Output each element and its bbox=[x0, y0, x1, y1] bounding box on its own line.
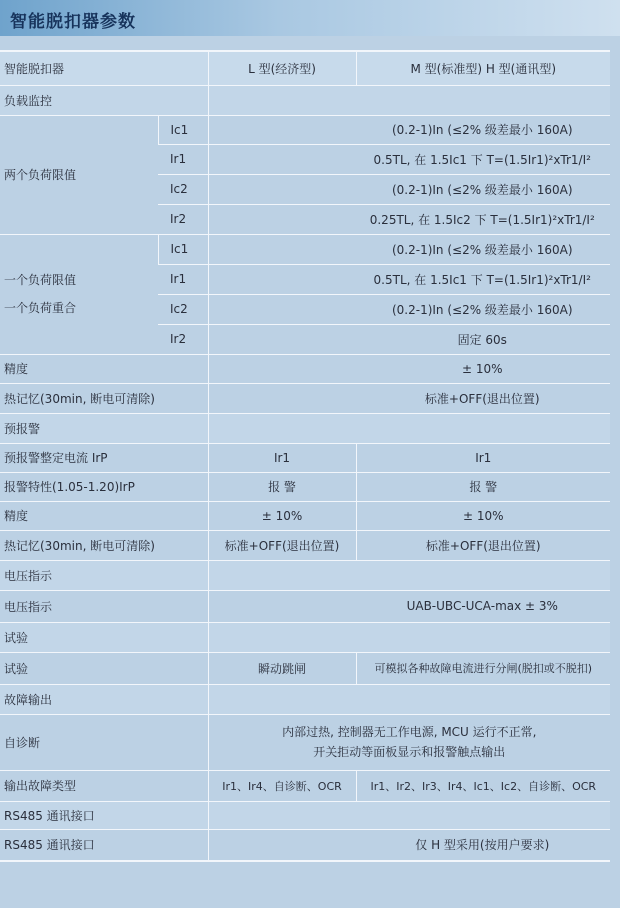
param-value: (0.2-1)In (≤2% 级差最小 160A) bbox=[208, 234, 610, 264]
two-limits-label: 两个负荷限值 bbox=[0, 115, 158, 234]
table-row bbox=[0, 652, 610, 684]
section-row bbox=[0, 622, 610, 652]
params-table bbox=[0, 50, 610, 862]
param-value: (0.2-1)In (≤2% 级差最小 160A) bbox=[208, 294, 610, 324]
header-col2: L 型(经济型) bbox=[208, 51, 356, 85]
row-label: 报警特性(1.05-1.20)IrP bbox=[0, 472, 208, 501]
fault-type-l: Ir1、Ir4、自诊断、OCR bbox=[208, 770, 356, 801]
table-row bbox=[0, 714, 610, 770]
page-title: 智能脱扣器参数 bbox=[10, 12, 136, 32]
param-value: 0.25TL, 在 1.5Ic2 下 T=(1.5Ir1)²xTr1/I² bbox=[208, 204, 610, 234]
table-row bbox=[0, 383, 610, 413]
header-col1: 智能脱扣器 bbox=[0, 51, 208, 85]
title-bar bbox=[0, 0, 620, 36]
section-fault-output: 故障输出 bbox=[0, 684, 208, 714]
row-label: 精度 bbox=[0, 501, 208, 530]
table-row bbox=[0, 115, 610, 144]
table-row bbox=[0, 590, 610, 622]
test-l-value: 瞬动跳闸 bbox=[208, 652, 356, 684]
header-row bbox=[0, 51, 610, 85]
precision-label: 精度 bbox=[0, 354, 208, 383]
test-mh-value: 可模拟各种故障电流进行分闸(脱扣或不脱扣) bbox=[356, 652, 610, 684]
table-row bbox=[0, 472, 610, 501]
param-value: (0.2-1)In (≤2% 级差最小 160A) bbox=[208, 174, 610, 204]
header-col3: M 型(标准型) H 型(通讯型) bbox=[356, 51, 610, 85]
param-key: Ir2 bbox=[158, 324, 208, 354]
one-limit-label: 一个负荷限值 bbox=[4, 273, 77, 287]
mh-value: ± 10% bbox=[356, 501, 610, 530]
fault-type-label: 输出故障类型 bbox=[0, 770, 208, 801]
section-row bbox=[0, 684, 610, 714]
precision-value: ± 10% bbox=[208, 354, 610, 383]
param-key: Ic2 bbox=[158, 174, 208, 204]
voltage-value: UAB-UBC-UCA-max ± 3% bbox=[208, 590, 610, 622]
param-key: Ir1 bbox=[158, 264, 208, 294]
param-key: Ir2 bbox=[158, 204, 208, 234]
table-row bbox=[0, 770, 610, 801]
test-label: 试验 bbox=[0, 652, 208, 684]
l-value: Ir1 bbox=[208, 443, 356, 472]
param-key: Ir1 bbox=[158, 144, 208, 174]
fault-type-mh: Ir1、Ir2、Ir3、Ir4、Ic1、Ic2、自诊断、OCR bbox=[356, 770, 610, 801]
self-diag-label: 自诊断 bbox=[0, 714, 208, 770]
table-row bbox=[0, 829, 610, 861]
rs485-label: RS485 通讯接口 bbox=[0, 829, 208, 861]
section-row bbox=[0, 560, 610, 590]
section-row bbox=[0, 85, 610, 115]
param-value: 固定 60s bbox=[208, 324, 610, 354]
param-value: (0.2-1)In (≤2% 级差最小 160A) bbox=[208, 115, 610, 144]
table-row bbox=[0, 501, 610, 530]
param-key: Ic1 bbox=[158, 234, 208, 264]
mh-value: 标准+OFF(退出位置) bbox=[356, 530, 610, 560]
param-value: 0.5TL, 在 1.5Ic1 下 T=(1.5Ir1)²xTr1/I² bbox=[208, 264, 610, 294]
mh-value: 报 警 bbox=[356, 472, 610, 501]
l-value: 标准+OFF(退出位置) bbox=[208, 530, 356, 560]
table-row bbox=[0, 234, 610, 264]
section-pre-alarm: 预报警 bbox=[0, 413, 208, 443]
section-row bbox=[0, 413, 610, 443]
self-diag-line1: 内部过热, 控制器无工作电源, MCU 运行不正常, bbox=[282, 725, 537, 739]
voltage-label: 电压指示 bbox=[0, 590, 208, 622]
mh-value: Ir1 bbox=[356, 443, 610, 472]
l-value: 报 警 bbox=[208, 472, 356, 501]
row-label: 热记忆(30min, 断电可清除) bbox=[0, 530, 208, 560]
param-key: Ic2 bbox=[158, 294, 208, 324]
section-row bbox=[0, 801, 610, 829]
one-reclose-label: 一个负荷重合 bbox=[4, 301, 77, 315]
row-label: 预报警整定电流 IrP bbox=[0, 443, 208, 472]
section-rs485: RS485 通讯接口 bbox=[0, 801, 208, 829]
section-voltage: 电压指示 bbox=[0, 560, 208, 590]
self-diag-line2: 开关拒动等面板显示和报警触点输出 bbox=[313, 745, 506, 759]
memory-value: 标准+OFF(退出位置) bbox=[208, 383, 610, 413]
l-value: ± 10% bbox=[208, 501, 356, 530]
table-row bbox=[0, 530, 610, 560]
rs485-value: 仅 H 型采用(按用户要求) bbox=[208, 829, 610, 861]
table-row bbox=[0, 354, 610, 383]
param-key: Ic1 bbox=[158, 115, 208, 144]
table-row bbox=[0, 443, 610, 472]
section-test: 试验 bbox=[0, 622, 208, 652]
param-value: 0.5TL, 在 1.5Ic1 下 T=(1.5Ir1)²xTr1/I² bbox=[208, 144, 610, 174]
memory-label: 热记忆(30min, 断电可清除) bbox=[0, 383, 208, 413]
section-load-monitor: 负载监控 bbox=[0, 85, 208, 115]
